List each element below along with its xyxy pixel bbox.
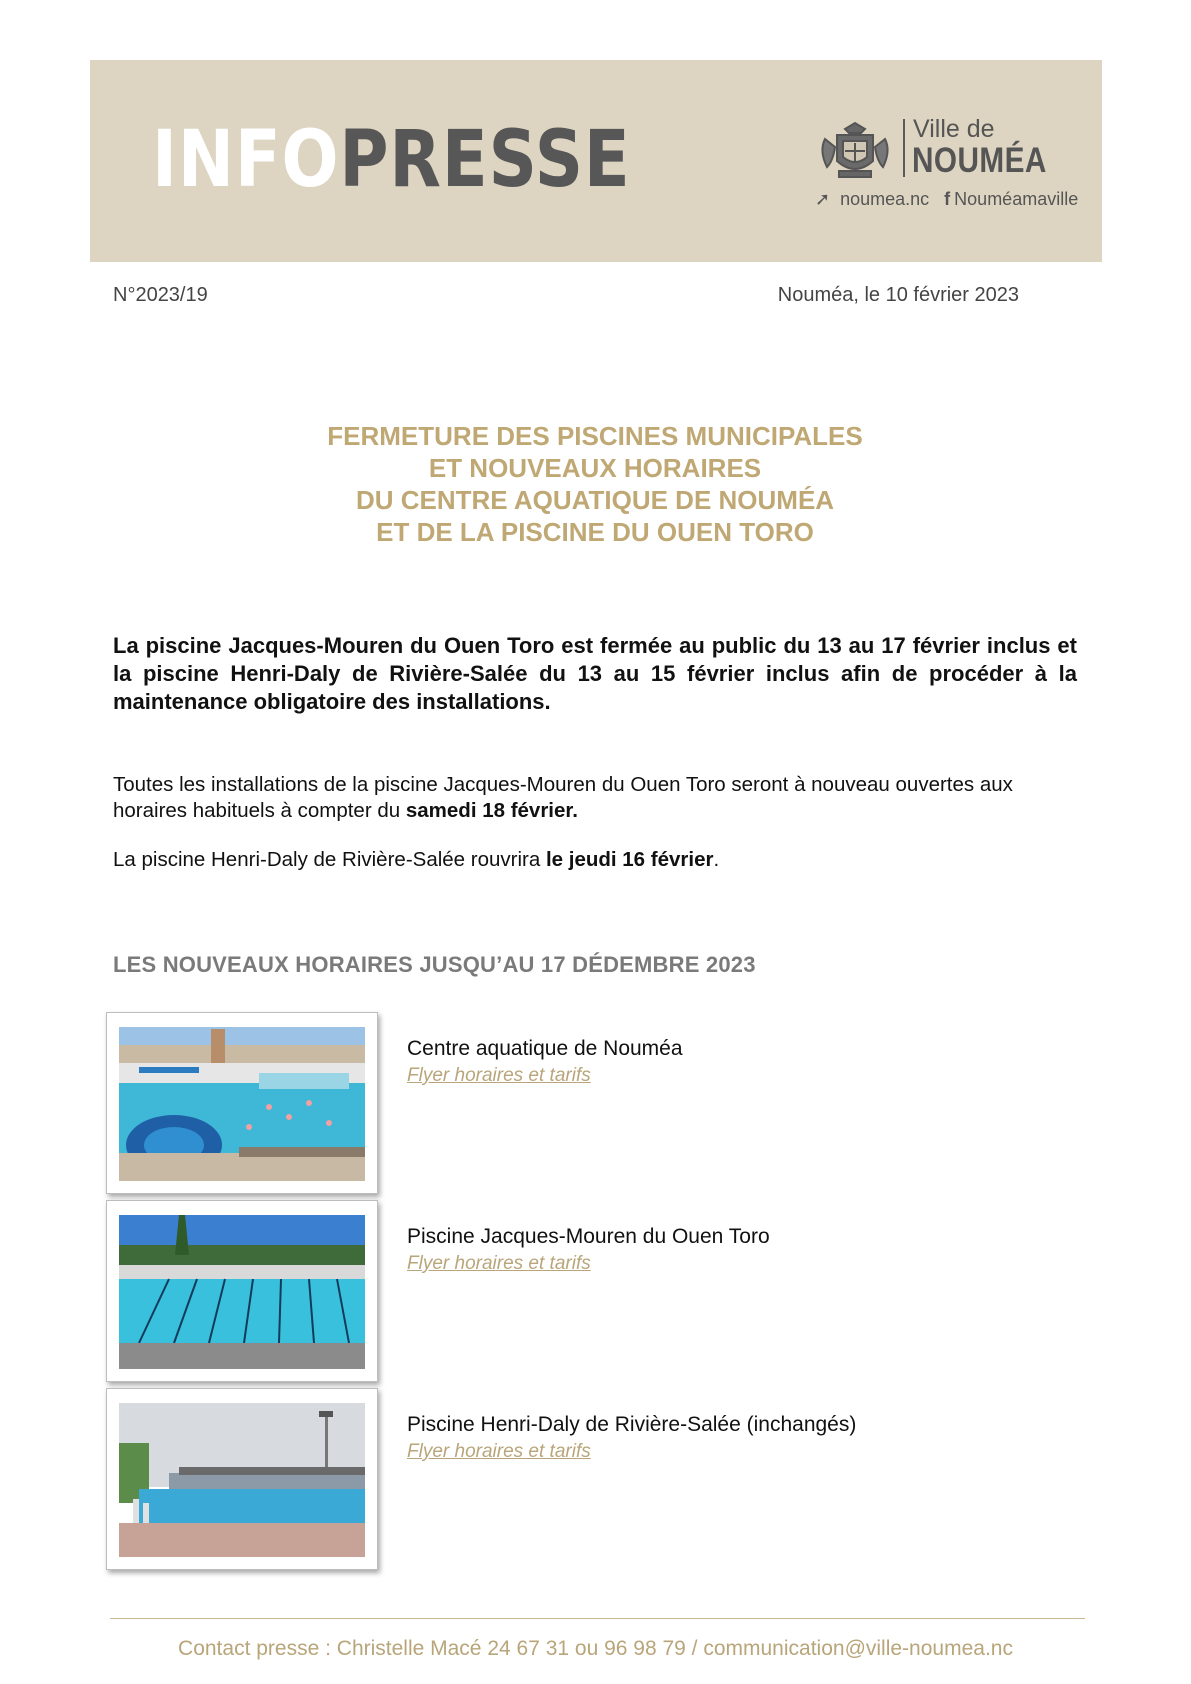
brand-presse: PRESSE: [339, 115, 631, 205]
logo-separator: [903, 119, 905, 177]
logo-noumea: NOUMÉA: [912, 141, 1047, 180]
schedule-subheading: LES NOUVEAUX HORAIRES JUSQU’AU 17 DÉDEMBRE 2023: [113, 952, 756, 977]
flyer-link[interactable]: Flyer horaires et tarifs: [407, 1253, 591, 1274]
press-release-date: Nouméa, le 10 février 2023: [777, 284, 1019, 306]
navigation-arrow-icon: ➚: [815, 189, 831, 209]
page-title: [200, 420, 990, 548]
pool-photo: [106, 1200, 378, 1382]
paragraph-end: .: [713, 848, 720, 871]
paragraph-bold: le jeudi 16 février: [545, 848, 714, 871]
paragraph-bold: samedi 18 février.: [405, 799, 578, 822]
info-presse-wordmark: [152, 115, 631, 205]
title-line: DU CENTRE AQUATIQUE DE NOUMÉA: [355, 485, 835, 515]
paragraph-text: Toutes les installations de la piscine Jacques-Mouren du Ouen Toro seront à nouveau ouvertes aux horaires habituels à compter du: [113, 773, 1013, 822]
paragraph-text: La piscine Henri-Daly de Rivière-Salée rouvrira: [113, 848, 546, 871]
lead-paragraph: La piscine Jacques-Mouren du Ouen Toro est fermée au public du 13 au 17 février inclus et la piscine Henri-Daly de Rivière-Salée du 13 au 15 février inclus afin de procéder à la maintenance obligatoire des installations.: [113, 633, 1077, 714]
press-contact: Contact presse : Christelle Macé 24 67 31 ou 96 98 79 / communication@ville-noumea.nc: [178, 1637, 1013, 1660]
title-line: ET DE LA PISCINE DU OUEN TORO: [376, 517, 814, 547]
ville-de-noumea-logo: [815, 115, 1079, 215]
pool-photo: [106, 1012, 378, 1194]
press-release-number: N°2023/19: [113, 284, 208, 306]
reopening-paragraph-ouen-toro: [113, 772, 1077, 824]
pool-name: Piscine Jacques-Mouren du Ouen Toro: [407, 1225, 770, 1248]
logo-links: [815, 189, 1088, 210]
footer-divider: [110, 1618, 1085, 1619]
title-line: ET NOUVEAUX HORAIRES: [428, 453, 762, 483]
pool-name: Centre aquatique de Nouméa: [407, 1037, 683, 1060]
flyer-link[interactable]: Flyer horaires et tarifs: [407, 1065, 591, 1086]
logo-ville-de: Ville de: [913, 115, 995, 143]
brand-info: INFO: [152, 115, 340, 205]
facebook-icon: f: [944, 189, 951, 209]
reopening-paragraph-riviere-salee: [113, 847, 1077, 873]
flyer-link[interactable]: Flyer horaires et tarifs: [407, 1441, 591, 1462]
header-band: [90, 60, 1102, 262]
pool-photo: [106, 1388, 378, 1570]
logo-site: noumea.nc: [840, 189, 930, 209]
city-crest-icon: [815, 121, 895, 183]
pool-name: Piscine Henri-Daly de Rivière-Salée (inchangés): [407, 1413, 857, 1436]
pool-entry: [106, 1012, 1006, 1198]
logo-facebook: Nouméamaville: [954, 189, 1079, 209]
pool-entry: [106, 1388, 1006, 1574]
title-line: FERMETURE DES PISCINES MUNICIPALES: [327, 421, 863, 451]
pool-entry: [106, 1200, 1006, 1386]
